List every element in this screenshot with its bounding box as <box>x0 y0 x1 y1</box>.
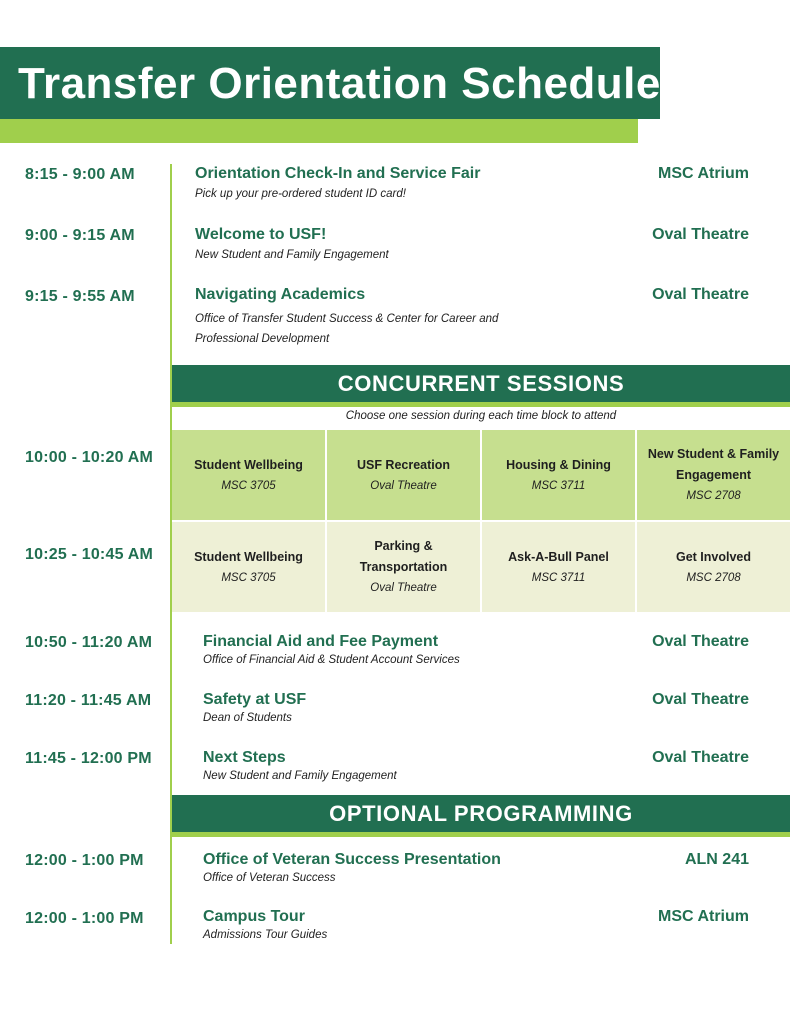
session-location: MSC 3711 <box>531 571 586 584</box>
event-title: Orientation Check-In and Service Fair <box>195 165 481 182</box>
section-heading: OPTIONAL PROGRAMMING <box>329 800 633 826</box>
session-row <box>172 522 790 612</box>
event-subtitle: New Student and Family Engagement <box>195 249 389 261</box>
block-time: 10:00 - 10:20 AM <box>25 449 153 466</box>
session-row <box>172 430 790 520</box>
event-title: Office of Veteran Success Presentation <box>203 851 501 868</box>
session-location: MSC 2708 <box>686 490 741 502</box>
session-cell <box>327 430 480 520</box>
event-subtitle: Office of Veteran Success <box>203 872 336 884</box>
event-title: Financial Aid and Fee Payment <box>203 633 439 650</box>
event-location: Oval Theatre <box>652 691 749 708</box>
session-instruction: Choose one session during each time block to attend <box>345 410 617 422</box>
session-name-line1: New Student & Family <box>647 447 780 461</box>
session-name: Student Wellbeing <box>194 549 303 564</box>
event-subtitle: New Student and Family Engagement <box>203 770 397 782</box>
event-time: 12:00 - 1:00 PM <box>25 852 144 869</box>
session-location: MSC 3711 <box>531 479 586 492</box>
event-location: Oval Theatre <box>652 226 749 243</box>
section-heading: CONCURRENT SESSIONS <box>337 370 625 396</box>
session-name: Student Wellbeing <box>194 457 303 472</box>
event-time: 12:00 - 1:00 PM <box>25 910 144 927</box>
event-location: MSC Atrium <box>658 165 749 182</box>
event-title: Campus Tour <box>203 908 305 925</box>
session-location: MSC 2708 <box>686 571 741 584</box>
session-location: MSC 3705 <box>221 571 276 584</box>
session-cell <box>172 522 325 612</box>
session-name-line2: Transportation <box>359 560 448 574</box>
event-time: 11:45 - 12:00 PM <box>25 750 152 767</box>
session-cell <box>482 522 635 612</box>
event-location: Oval Theatre <box>652 286 749 303</box>
session-location: Oval Theatre <box>370 582 437 594</box>
event-subtitle: Dean of Students <box>203 712 292 724</box>
session-name: Get Involved <box>675 549 752 564</box>
event-subtitle-line1: Office of Transfer Student Success & Center for Career and <box>195 313 499 325</box>
session-name-line1: Parking & <box>374 539 433 553</box>
event-title: Welcome to USF! <box>195 226 327 243</box>
event-time: 8:15 - 9:00 AM <box>25 166 135 183</box>
event-subtitle-line2: Professional Development <box>195 333 330 345</box>
session-cell <box>482 430 635 520</box>
session-cell <box>637 430 790 520</box>
session-name: Housing & Dining <box>506 457 611 472</box>
event-subtitle: Pick up your pre-ordered student ID card! <box>195 188 406 200</box>
event-location: ALN 241 <box>684 851 749 868</box>
session-name: USF Recreation <box>356 457 451 472</box>
event-title: Next Steps <box>203 749 286 766</box>
event-location: Oval Theatre <box>652 749 749 766</box>
title-accent-bar <box>0 119 638 143</box>
event-time: 10:50 - 11:20 AM <box>25 634 153 651</box>
optional-programming-header <box>172 795 790 837</box>
session-cell <box>327 522 480 612</box>
concurrent-sessions-header <box>172 365 790 407</box>
session-cell <box>637 522 790 612</box>
session-cell <box>172 430 325 520</box>
block-time: 10:25 - 10:45 AM <box>25 546 153 563</box>
page-title: Transfer Orientation Schedule <box>18 59 661 108</box>
event-time: 9:15 - 9:55 AM <box>25 288 135 305</box>
event-location: MSC Atrium <box>658 908 749 925</box>
event-title: Safety at USF <box>203 691 307 708</box>
event-time: 11:20 - 11:45 AM <box>25 692 152 709</box>
event-subtitle: Office of Financial Aid & Student Account Services <box>203 654 460 666</box>
session-location: Oval Theatre <box>370 479 437 492</box>
event-time: 9:00 - 9:15 AM <box>25 227 135 244</box>
event-title: Navigating Academics <box>195 286 366 303</box>
event-subtitle: Admissions Tour Guides <box>203 929 328 941</box>
session-location: MSC 3705 <box>221 479 276 492</box>
session-name: Ask-A-Bull Panel <box>508 549 609 564</box>
session-name-line2: Engagement <box>675 468 751 482</box>
event-location: Oval Theatre <box>652 633 749 650</box>
